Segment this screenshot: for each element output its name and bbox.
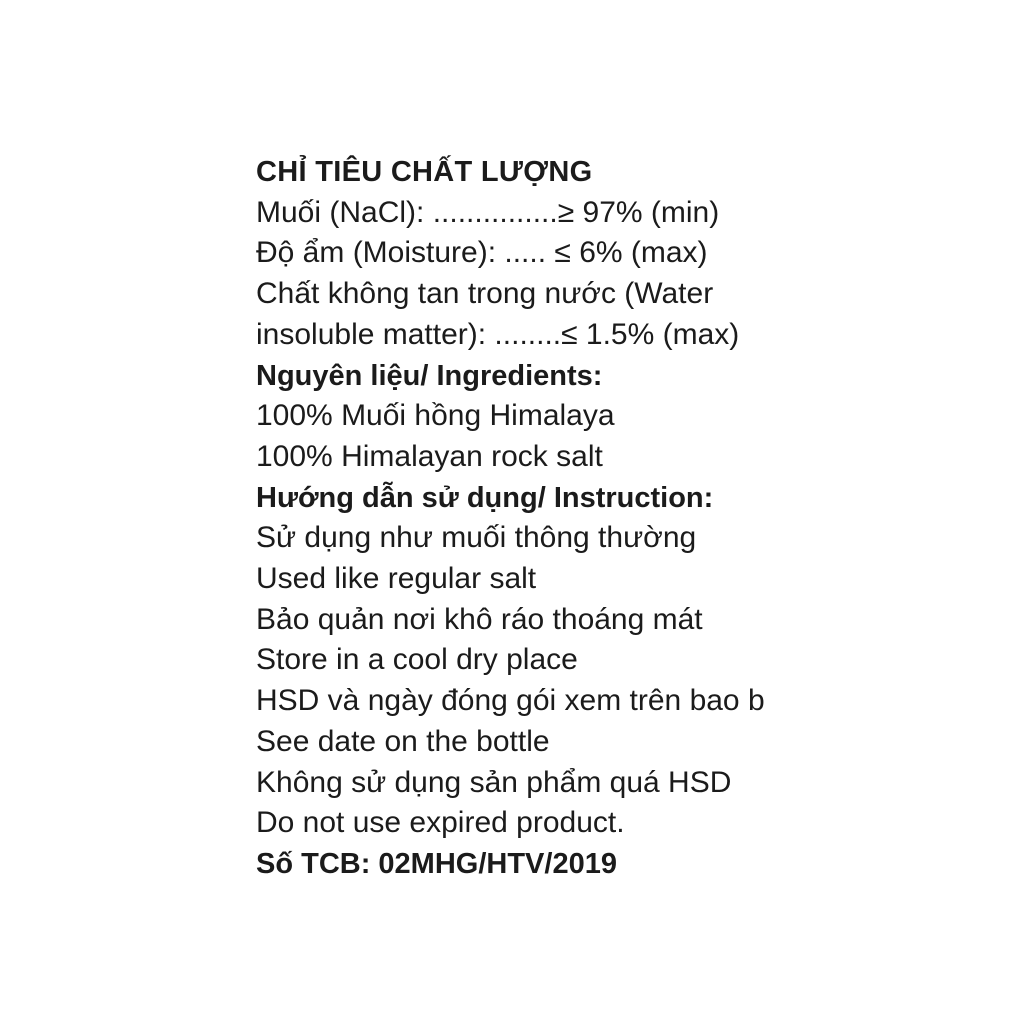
instruction-line: Bảo quản nơi khô ráo thoáng mát (256, 602, 703, 636)
instruction-line: See date on the bottle (256, 724, 550, 758)
quality-line-nacl: Muối (NaCl): ...............≥ 97% (min) (256, 195, 720, 229)
ingredient-line-en: 100% Himalayan rock salt (256, 439, 603, 473)
quality-line-insoluble-value: insoluble matter): ........≤ 1.5% (max) (256, 317, 740, 351)
registration-number: Số TCB: 02MHG/HTV/2019 (256, 847, 617, 880)
instruction-line: Used like regular salt (256, 562, 537, 596)
ingredient-line-vi: 100% Muối hồng Himalaya (256, 399, 615, 433)
product-label-text (256, 152, 796, 885)
ingredients-heading: Nguyên liệu/ Ingredients: (256, 359, 603, 392)
instruction-line: Store in a cool dry place (256, 643, 578, 677)
instruction-heading: Hướng dẫn sử dụng/ Instruction: (256, 481, 714, 514)
quality-line-moisture: Độ ẩm (Moisture): ..... ≤ 6% (max) (256, 236, 708, 270)
quality-line-insoluble: Chất không tan trong nước (Water (256, 277, 714, 311)
instruction-line: Sử dụng như muối thông thường (256, 521, 697, 555)
quality-heading: CHỈ TIÊU CHẤT LƯỢNG (256, 156, 593, 188)
instruction-line: HSD và ngày đóng gói xem trên bao b (256, 684, 765, 718)
instruction-line: Không sử dụng sản phẩm quá HSD (256, 765, 732, 799)
instruction-line: Do not use expired product. (256, 806, 625, 840)
